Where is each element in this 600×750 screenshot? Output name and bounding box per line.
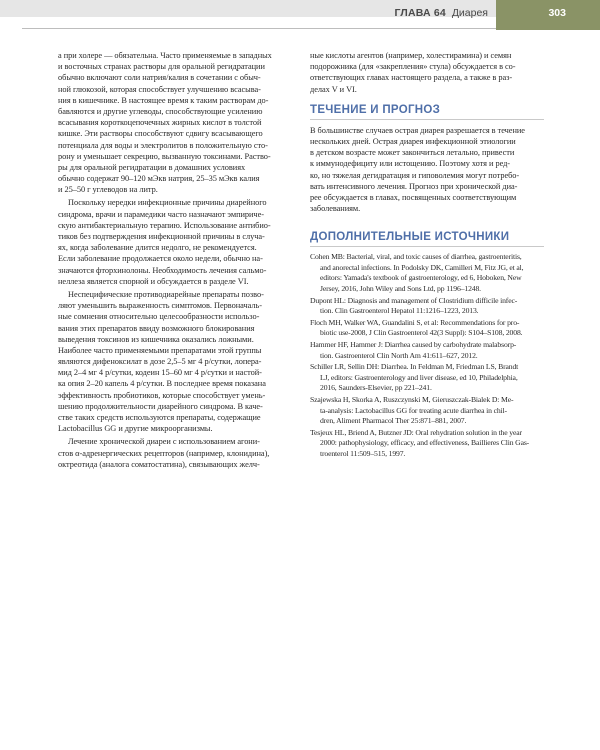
text-line: выведения токсинов из кишечника оказались ложными. bbox=[58, 334, 254, 344]
text-line: Неспецифические противодиарейные препараты позво- bbox=[68, 289, 264, 299]
text-line: ответствующих главах настоящего раздела, а также в раз- bbox=[310, 73, 513, 83]
text-line: ры для оральной регидратации в домашних условиях bbox=[58, 162, 246, 172]
text-line: подорожника (для «закрепления» стула) обсуждается в со- bbox=[310, 62, 516, 72]
text-line: а при холере — обязательна. Часто применяемые в западных bbox=[58, 51, 272, 60]
reference-item bbox=[310, 395, 544, 427]
text-line: ной глюкозой, которая способствует улучшению всасыва- bbox=[58, 84, 261, 94]
reference-line: biotic use-2008, J Clin Gastroenterol 42(3 Suppl): S104–S108, 2008. bbox=[320, 328, 523, 338]
reference-line: ta-analysis: Lactobacillus GG for treating acute diarrhea in chil- bbox=[320, 405, 507, 415]
text-line: стов α-адренергических рецепторов (например, клонидина), bbox=[58, 448, 270, 458]
text-line: вания этих препаратов ввиду возможного блокирования bbox=[58, 323, 255, 333]
reference-line: Jersey, 2016, John Wiley and Sons Ltd, pp 1196–1248. bbox=[320, 284, 481, 294]
section-heading-course: ТЕЧЕНИЕ И ПРОГНОЗ bbox=[310, 103, 441, 116]
header-divider bbox=[22, 28, 510, 29]
text-line: Lactobacillus GG и другие микроорганизмы. bbox=[58, 424, 213, 434]
text-line: являются дифеноксилат в дозе 2,5–5 мг 4 р/сутки, лопера- bbox=[58, 357, 262, 367]
reference-line: Dupont HL: Diagnosis and management of Clostridium difficile infec- bbox=[310, 295, 518, 305]
text-line: кишке. Эти растворы способствуют сдвигу всасывающего bbox=[58, 129, 263, 139]
text-line: рону и уменьшает секрецию, вызванную токсинами. Раство- bbox=[58, 151, 271, 161]
chapter-title: Диарея bbox=[451, 7, 488, 19]
text-line: бавляются и другие углеводы, способствующие усилению bbox=[58, 106, 263, 116]
text-line: вать интенсивного лечения. Прогноз при хронической диа- bbox=[310, 181, 518, 191]
text-line: ные кислоты агентов (например, холестирамина) и семян bbox=[310, 51, 512, 60]
reference-gap bbox=[310, 460, 544, 461]
left-column bbox=[58, 50, 295, 470]
reference-line: and anorectal infections. In Podolsky DK, Camilleri M, Fitz JG, et al, bbox=[320, 262, 524, 272]
text-line: скую антибактериальную терапию. Использование антибио- bbox=[58, 220, 271, 230]
text-line: и 25–50 г углеводов на литр. bbox=[58, 185, 158, 195]
text-line: эффективность пробиотиков, которые способствует умень- bbox=[58, 390, 266, 400]
reference-line: dren, Aliment Pharmacol Ther 25:871–881, 2007. bbox=[320, 416, 467, 426]
reference-line: LJ, editors: Gastroenterology and liver disease, ed 10, Philadelphia, bbox=[320, 372, 518, 382]
text-line: ка опия 2–20 капель 4 р/сутки. В последнее время показана bbox=[58, 379, 266, 389]
text-line: В большинстве случаев острая диарея разрешается в течение bbox=[310, 125, 525, 135]
continued-paragraph bbox=[310, 50, 544, 95]
text-line: тиков без подтверждения инфекционной причины в случа- bbox=[58, 232, 265, 241]
heading-rule bbox=[310, 246, 544, 247]
text-line: обычно содержат 90–120 мЭкв натрия, 25–35 мЭкв калия bbox=[58, 174, 260, 184]
text-line: мид 2–4 мг 4 р/сутки, кодеин 15–60 мг 4 р/сутки и настой- bbox=[58, 368, 262, 378]
reference-item bbox=[310, 428, 544, 460]
reference-item bbox=[310, 318, 544, 339]
section-course-header bbox=[310, 99, 544, 125]
reference-line: Schiller LR, Sellin DH: Diarrhea. In Feldman M, Friedman LS, Brandt bbox=[310, 362, 519, 372]
reference-line: troenterol 11:509–515, 1997. bbox=[320, 448, 406, 458]
section-heading-sources: ДОПОЛНИТЕЛЬНЫЕ ИСТОЧНИКИ bbox=[310, 231, 510, 244]
text-line: рее обсуждается в главах, посвященных соответствующим bbox=[310, 192, 517, 202]
course-paragraph bbox=[310, 125, 544, 215]
text-line: ные сомнения относительно целесообразности использо- bbox=[58, 312, 260, 322]
text-line: Если заболевание продолжается около недели, обычно на- bbox=[58, 254, 263, 264]
text-line: шению продолжительности диарейного синдрома. В каче- bbox=[58, 401, 263, 411]
text-line: ния в кишечнике. В настоящее время к таким растворам до- bbox=[58, 95, 269, 105]
reference-line: 2016, Saunders-Elsevier, pp 221–241. bbox=[320, 383, 432, 393]
chapter-label: ГЛАВА 64 bbox=[394, 7, 446, 19]
reference-item bbox=[310, 296, 544, 317]
text-line: потенциала для воды и электролитов в положительную сто- bbox=[58, 140, 268, 150]
reference-line: Floch MH, Walker WA, Guandalini S, et al: Recommendations for pro- bbox=[310, 317, 520, 327]
text-line: обычно включают соли натрия/калия в сочетании с обыч- bbox=[58, 73, 261, 83]
reference-line: tion. Clin Gastroenterol Hepatol 11:1216–1223, 2013. bbox=[320, 306, 479, 316]
heading-rule bbox=[310, 119, 544, 120]
text-line: Наиболее часто применяемыми препаратами этой группы bbox=[58, 345, 262, 355]
text-line: к иммунодефициту или истощению. Поэтому хотя и ред- bbox=[310, 159, 511, 169]
reference-list bbox=[310, 252, 544, 460]
text-line: Лечение хронической диареи с использованием агони- bbox=[68, 437, 260, 447]
text-line: октреотида (аналога соматостатина), связывающих желч- bbox=[58, 459, 260, 469]
reference-item bbox=[310, 362, 544, 394]
reference-item bbox=[310, 340, 544, 361]
reference-line: tion. Gastroenterol Clin North Am 41:611–627, 2012. bbox=[320, 350, 478, 360]
text-line: ляют уменьшить выраженность симптомов. Первоначаль- bbox=[58, 301, 262, 311]
reference-line: Hammer HF, Hammer J: Diarrhea caused by carbohydrate malabsorp- bbox=[310, 340, 517, 349]
section-sources-header bbox=[310, 226, 544, 252]
text-line: в детском возрасте может закончиться летально, привести bbox=[310, 148, 515, 158]
reference-line: 2000: pathophysiology, efficacy, and effectiveness, Baillieres Clin Gas- bbox=[320, 438, 530, 448]
text-line: нескольких дней. Острая диарея инфекционной этиологии bbox=[310, 136, 516, 146]
text-line: стве таких средств используются препараты, содержащие bbox=[58, 413, 261, 422]
text-line: ях, когда заболевание длится недолго, не рекомендуется. bbox=[58, 243, 257, 253]
text-line: ко, но тяжелая дегидратация и гиповолемия могут потребо- bbox=[310, 170, 520, 180]
reference-line: Cohen MB: Bacterial, viral, and toxic causes of diarrhea, gastroenteritis, bbox=[310, 252, 522, 262]
text-line: неллеза является спорной и обсуждается в разделе VI. bbox=[58, 276, 249, 286]
reference-line: Szajewska H, Skorka A, Ruszczynski M, Gieruszczak-Bialek D: Me- bbox=[310, 394, 514, 404]
text-line: всасывания короткоцепочечных жирных кислот в толстой bbox=[58, 118, 262, 128]
reference-line: Tesjeux HL, Briend A, Butzner JD: Oral rehydration solution in the year bbox=[310, 427, 522, 437]
right-column bbox=[310, 50, 544, 461]
running-header bbox=[0, 7, 488, 19]
text-line: заболеваниям. bbox=[310, 204, 361, 214]
text-line: Поскольку нередки инфекционные причины диарейного bbox=[68, 198, 267, 208]
text-line: делах V и VI. bbox=[310, 84, 357, 94]
text-line: значаются фторхинолоны. Необходимость лечения сальмо- bbox=[58, 265, 267, 275]
text-line: и восточных странах растворы для оральной регидратации bbox=[58, 62, 265, 72]
reference-line: editors: Yamada's textbook of gastroenterology, ed 6, Hoboken, New bbox=[320, 273, 522, 283]
text-line: синдрома, врачи и парамедики часто назначают эмпириче- bbox=[58, 209, 264, 219]
reference-item bbox=[310, 252, 544, 294]
page-number: 303 bbox=[548, 7, 566, 19]
